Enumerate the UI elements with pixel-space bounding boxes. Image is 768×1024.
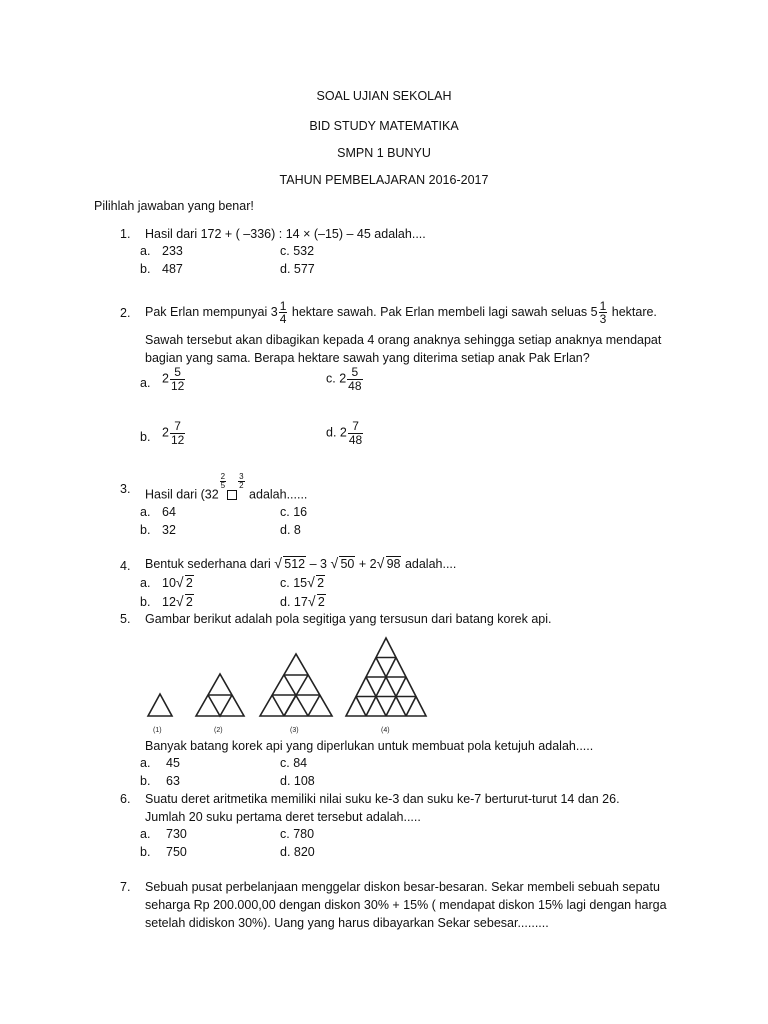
q2-number: 2.: [120, 306, 131, 320]
q6-line-2: Jumlah 20 suku pertama deret tersebut adalah.....: [145, 810, 421, 824]
q6-option-b-label: b.: [140, 845, 151, 859]
q3-text-pre: Hasil dari (: [145, 487, 205, 502]
q5-option-a: 45: [166, 756, 180, 770]
q2-text-post: hektare.: [608, 305, 657, 319]
q2-fraction-1-denominator: 4: [279, 312, 287, 327]
triangle-pattern-2: [196, 674, 244, 716]
figure-label-4: (4): [381, 727, 390, 734]
q3-option-b-label: b.: [140, 523, 151, 537]
q3-option-d: d. 8: [280, 523, 301, 537]
q2-option-d-denominator: 48: [348, 432, 363, 447]
q2-option-c-numerator: 5: [351, 365, 359, 379]
q7-line-1: Sebuah pusat perbelanjaan menggelar diskon besar-besaran. Sekar membeli sebuah sepatu: [145, 880, 660, 894]
sqrt-icon: √: [307, 574, 315, 590]
q2-line-1: [145, 297, 657, 327]
q2-fraction-1: [279, 300, 288, 326]
q4-option-a-coef: 10: [162, 576, 176, 590]
q2-option-a-label: a.: [140, 376, 151, 390]
q2-option-a-fraction: [170, 366, 185, 392]
q2-fraction-2-denominator: 3: [599, 312, 607, 327]
q2-option-d-numerator: 7: [352, 419, 359, 433]
sqrt-icon: √: [274, 555, 282, 571]
q2-option-a-denominator: 12: [170, 378, 185, 393]
matchstick-triangle-figure: [140, 632, 440, 740]
q6-option-c: c. 780: [280, 827, 315, 841]
q4-option-d-root: [308, 595, 326, 609]
triangle-pattern-1: [148, 694, 172, 716]
q1-option-d: d. 577: [280, 262, 315, 276]
q3-inner-exponent-denominator: 5: [220, 481, 226, 491]
q3-inner-exponent-numerator: 2: [220, 472, 226, 481]
q4-option-d-radicand: 2: [317, 595, 325, 609]
figure-label-1: (1): [153, 727, 162, 734]
q6-option-d: d. 820: [280, 845, 315, 859]
q2-option-d-fraction: [348, 420, 363, 446]
q4-number: 4.: [120, 559, 131, 573]
q4-text-m1: – 3: [306, 557, 331, 571]
q3-text: [145, 473, 307, 509]
q1-option-a-label: a.: [140, 244, 151, 258]
q2-option-b-label: b.: [140, 430, 151, 444]
q2-option-d-whole: d. 2: [326, 425, 347, 440]
q3-option-a: 64: [162, 505, 176, 519]
q4-option-a-radicand: 2: [185, 576, 193, 590]
q2-option-a-numerator: 5: [174, 365, 181, 379]
q4-option-c-root: [307, 576, 325, 590]
sqrt-icon: √: [175, 574, 184, 590]
triangle-pattern-3: [260, 654, 332, 716]
q4-root-3-value: 98: [386, 557, 401, 571]
q4-option-b: [162, 595, 194, 609]
header-line-2: BID STUDY MATEMATIKA: [309, 119, 459, 133]
q1-number: 1.: [120, 227, 131, 241]
sqrt-icon: √: [330, 555, 339, 571]
q1-option-b: 487: [162, 262, 183, 276]
q4-option-b-radicand: 2: [185, 595, 193, 609]
q5-option-c: c. 84: [280, 756, 308, 770]
q4-option-b-root: [176, 595, 194, 609]
q7-line-2: seharga Rp 200.000,00 dengan diskon 30% + 15% ( mendapat diskon 15% lagi dengan harga: [145, 898, 667, 912]
q2-fraction-2-numerator: 1: [599, 298, 607, 313]
q6-line-1: Suatu deret aritmetika memiliki nilai suku ke-3 dan suku ke-7 berturut-turut 14 dan 26.: [145, 792, 620, 806]
q2-option-b-fraction: [170, 420, 185, 446]
placeholder-box-icon: [227, 490, 237, 500]
q2-option-c-denominator: 48: [348, 378, 362, 393]
q5-option-a-label: a.: [140, 756, 151, 770]
q4-option-c-coef: c. 15: [280, 576, 308, 590]
header-line-3: SMPN 1 BUNYU: [337, 146, 431, 160]
q4-text-post: adalah....: [401, 557, 457, 571]
q3-base: 32: [204, 487, 219, 502]
q4-option-b-label: b.: [140, 595, 151, 609]
q6-option-a: 730: [166, 827, 187, 841]
q2-option-d: [326, 420, 364, 446]
q4-text: [145, 557, 456, 571]
q4-text-m2: + 2: [355, 557, 377, 571]
sqrt-icon: √: [307, 593, 316, 609]
q3-outer-exponent-denominator: 2: [239, 481, 244, 491]
q3-option-c: c. 16: [280, 505, 308, 519]
q1-option-c: c. 532: [280, 244, 315, 258]
q4-option-d: [280, 595, 326, 609]
q3-text-post: adalah......: [245, 487, 308, 502]
q4-root-2: [330, 557, 355, 571]
q6-option-a-label: a.: [140, 827, 151, 841]
instruction: Pilihlah jawaban yang benar!: [94, 199, 254, 213]
q1-option-b-label: b.: [140, 262, 151, 276]
q7-number: 7.: [120, 880, 131, 894]
figure-label-2: (2): [214, 727, 223, 734]
q5-option-b-label: b.: [140, 774, 151, 788]
triangle-pattern-4: [346, 638, 426, 716]
q2-line-2: Sawah tersebut akan dibagikan kepada 4 orang anaknya sehingga setiap anaknya mendapat: [145, 333, 662, 347]
q3-outer-exponent: [238, 473, 244, 491]
q4-option-d-coef: d. 17: [280, 595, 308, 609]
q2-text-pre: Pak Erlan mempunyai 3: [145, 305, 278, 319]
q3-inner-exponent: [220, 473, 226, 491]
q7-line-3: setelah didiskon 30%). Uang yang harus dibayarkan Sekar sebesar.........: [145, 916, 549, 930]
q4-option-c: [280, 576, 325, 590]
header-line-1: SOAL UJIAN SEKOLAH: [316, 89, 452, 103]
q2-text-mid: hektare sawah. Pak Erlan membeli lagi sawah seluas 5: [288, 305, 598, 319]
q2-option-b-numerator: 7: [174, 419, 181, 433]
q4-option-a-label: a.: [140, 576, 151, 590]
q4-root-2-value: 50: [340, 557, 355, 571]
q4-root-1-value: 512: [284, 557, 306, 571]
q1-text: Hasil dari 172 + ( –336) : 14 × (–15) – 45 adalah....: [145, 227, 426, 241]
q4-option-a-root: [176, 576, 194, 590]
q4-option-b-coef: 12: [162, 595, 176, 609]
q4-root-1: [274, 557, 306, 571]
q5-number: 5.: [120, 612, 131, 626]
sqrt-icon: √: [175, 593, 184, 609]
q2-fraction-2: [599, 300, 608, 326]
q3-option-b: 32: [162, 523, 176, 537]
q4-text-pre: Bentuk sederhana dari: [145, 557, 275, 571]
q2-line-3: bagian yang sama. Berapa hektare sawah yang diterima setiap anak Pak Erlan?: [145, 351, 590, 365]
q2-option-b-whole: 2: [162, 425, 169, 440]
header-line-4: TAHUN PEMBELAJARAN 2016-2017: [279, 173, 489, 187]
sqrt-icon: √: [376, 555, 385, 571]
q5-question: Banyak batang korek api yang diperlukan untuk membuat pola ketujuh adalah.....: [145, 739, 594, 753]
figure-label-3: (3): [290, 727, 299, 734]
q2-option-b: [162, 420, 186, 446]
q2-fraction-1-numerator: 1: [279, 298, 287, 313]
q1-option-a: 233: [162, 244, 183, 258]
q2-option-c-fraction: [347, 366, 362, 392]
q3-number: 3.: [120, 482, 131, 496]
q4-root-3: [377, 557, 402, 571]
q2-option-b-denominator: 12: [170, 432, 185, 447]
q6-number: 6.: [120, 792, 131, 806]
q2-option-c: [326, 366, 364, 392]
q2-option-a-whole: 2: [162, 371, 169, 386]
q5-text: Gambar berikut adalah pola segitiga yang tersusun dari batang korek api.: [145, 612, 552, 626]
q5-option-d: d. 108: [280, 774, 315, 788]
q2-option-a: [162, 366, 186, 392]
q2-option-c-whole: c. 2: [326, 371, 347, 386]
q3-option-a-label: a.: [140, 505, 151, 519]
q3-outer-exponent-numerator: 3: [239, 472, 244, 481]
q4-option-c-radicand: 2: [317, 576, 325, 590]
q6-option-b: 750: [166, 845, 187, 859]
q4-option-a: [162, 576, 194, 590]
q5-option-b: 63: [166, 774, 180, 788]
